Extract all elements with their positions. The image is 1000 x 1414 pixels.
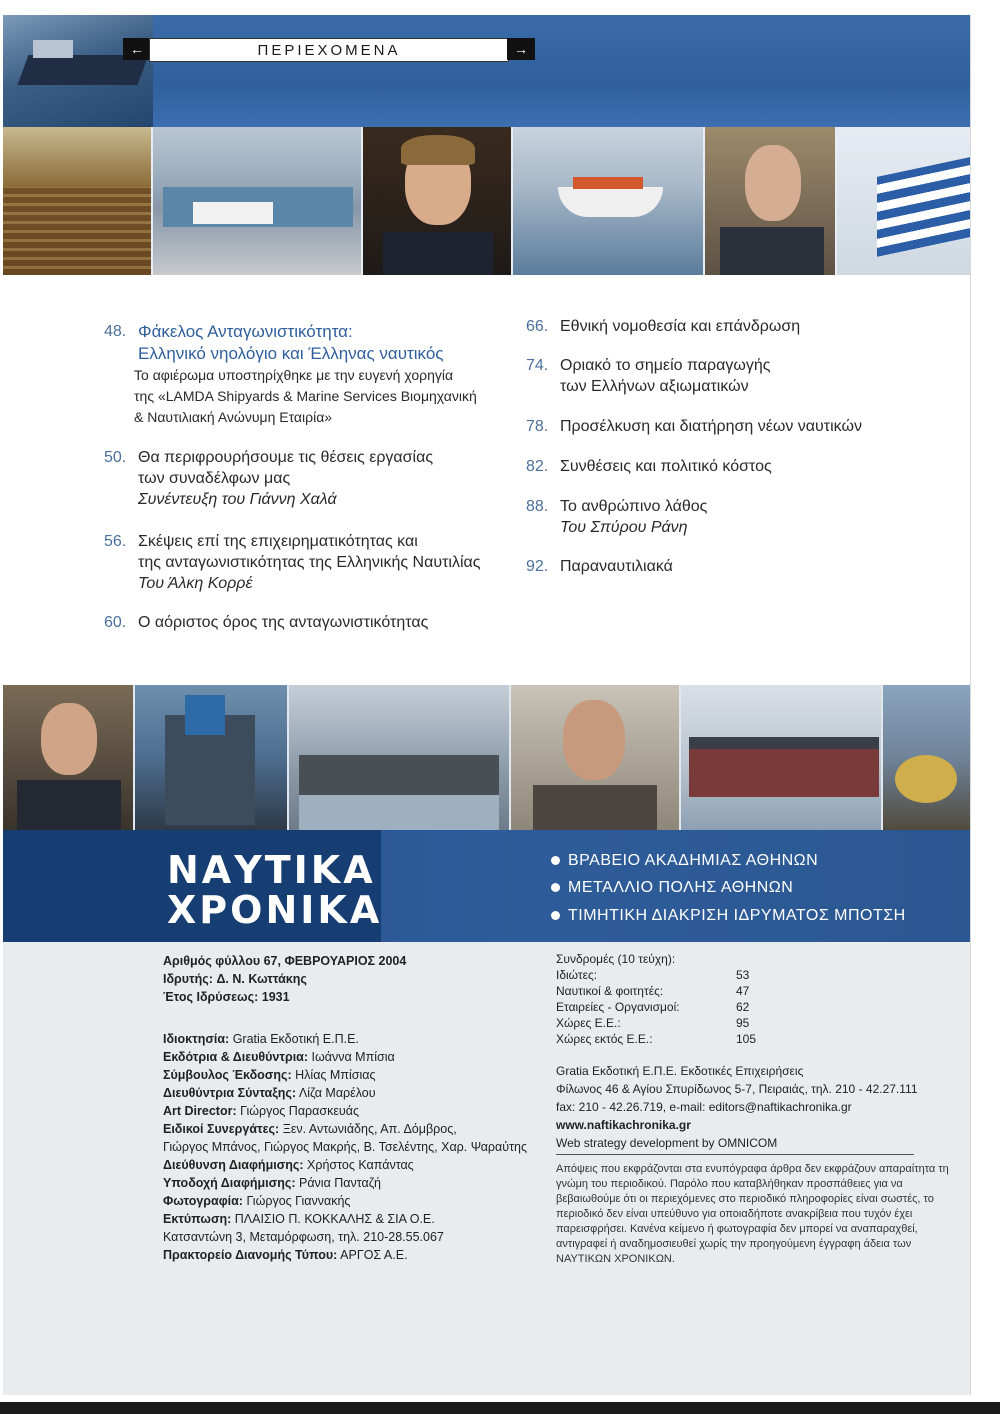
subscription-label: Χώρες Ε.Ε.: xyxy=(556,1016,621,1030)
logo-line-2: ΧΡΟΝΙΚΑ xyxy=(167,888,383,932)
toc-title-line: Ελληνικό νηολόγιο και Έλληνας ναυτικός xyxy=(138,344,444,363)
masthead-value: Ιωάννα Μπίσια xyxy=(311,1050,395,1064)
founder xyxy=(163,970,307,988)
portrait-man-3 xyxy=(3,685,133,830)
award-item xyxy=(551,907,906,925)
toc-title-line: Ο αόριστος όρος της ανταγωνιστικότητας xyxy=(138,614,429,631)
bullet-icon xyxy=(551,856,560,865)
page-title: ΠΕΡΙΕΧΟΜΕΝΑ xyxy=(257,42,401,59)
masthead-row xyxy=(163,1048,395,1066)
masthead-label: Ιδιοκτησία: xyxy=(163,1032,230,1046)
disclaimer-line: βεβαιωθούμε ότι οι περιεχόμενες στο περιοδικό πληροφορίες είναι σωστές, το xyxy=(556,1193,934,1205)
subscription-row xyxy=(556,1016,750,1030)
masthead-value: Χρήστος Καπάντας xyxy=(307,1158,414,1172)
lifeboat-photo xyxy=(513,127,703,275)
logo xyxy=(3,830,381,942)
toc-page-number: 56. xyxy=(104,533,127,550)
page-bottom-edge xyxy=(0,1402,1000,1414)
toc-page-number: 88. xyxy=(526,498,549,515)
toc-author: Του Άλκη Κορρέ xyxy=(138,575,253,592)
masthead-label: Art Director: xyxy=(163,1104,237,1118)
masthead-label: Φωτογραφία: xyxy=(163,1194,243,1208)
masthead-row xyxy=(163,1192,350,1210)
subscription-price: 105 xyxy=(736,1032,757,1046)
toc-title-line: Εθνική νομοθεσία και επάνδρωση xyxy=(560,318,801,335)
tugboat-photo xyxy=(135,685,287,830)
subscription-price: 53 xyxy=(736,968,750,982)
disclaimer-line: παρεισφρήσει. Κανένα κείμενο ή φωτογραφία δεν μπορεί να αναπαραχθεί, xyxy=(556,1223,918,1235)
subscription-row xyxy=(556,984,750,998)
masthead-value: Κατσαντώνη 3, Μεταμόρφωση, τηλ. 210-28.55.067 xyxy=(163,1230,444,1244)
masthead-row xyxy=(163,1228,444,1246)
founder-value: Δ. Ν. Κωττάκης xyxy=(216,972,307,986)
toc-header xyxy=(123,38,533,62)
subscription-row xyxy=(556,968,750,982)
masthead-value: Ράνια Πανταζή xyxy=(298,1176,382,1190)
masthead-row xyxy=(163,1102,359,1120)
subscription-row xyxy=(556,1000,750,1014)
toc-page-number: 74. xyxy=(526,357,549,374)
toc-page-number: 48. xyxy=(104,323,127,340)
toc-page-number: 82. xyxy=(526,458,549,475)
moored-ships-photo xyxy=(289,685,509,830)
masthead-value: ΠΛΑΙΣΙΟ Π. ΚΟΚΚΑΛΗΣ & ΣΙΑ Ο.Ε. xyxy=(234,1212,435,1226)
masthead-label: Εκδότρια & Διευθύντρια: xyxy=(163,1050,309,1064)
photo-strip-top xyxy=(3,127,970,275)
portrait-man-4 xyxy=(511,685,679,830)
masthead-row xyxy=(163,1246,408,1264)
toc-page-number: 50. xyxy=(104,449,127,466)
masthead-row xyxy=(163,1210,435,1228)
brand-banner xyxy=(3,830,970,942)
masthead-section xyxy=(3,942,970,1395)
masthead-value: Γιώργος Μπάνος, Γιώργος Μακρής, Β. Τσελέντης, Χαρ. Ψαραύτης xyxy=(163,1140,528,1154)
founding-year xyxy=(163,988,290,1006)
toc-title-bar xyxy=(149,38,509,62)
divider xyxy=(556,1154,914,1155)
toc-title-line: της ανταγωνιστικότητας της Ελληνικής Ναυτιλίας xyxy=(138,554,481,571)
masthead-value: Λίζα Μαρέλου xyxy=(298,1086,376,1100)
toc-title-line: Θα περιφρουρήσουμε τις θέσεις εργασίας xyxy=(138,449,434,466)
greek-flag-photo xyxy=(837,127,970,275)
subscription-row xyxy=(556,1032,757,1046)
header-band xyxy=(3,15,970,127)
subscription-label: Χώρες εκτός Ε.Ε.: xyxy=(556,1032,653,1046)
photo-strip-bottom xyxy=(3,685,970,830)
award-item xyxy=(551,879,793,897)
toc-page-number: 92. xyxy=(526,558,549,575)
masthead-row xyxy=(163,1120,457,1138)
disclaimer-line: ΝΑΥΤΙΚΩΝ ΧΡΟΝΙΚΩΝ. xyxy=(556,1253,675,1265)
bullet-icon xyxy=(551,911,560,920)
ship-photo-top xyxy=(3,15,153,127)
publisher-line: fax: 210 - 42.26.719, e-mail: editors@naftikachronika.gr xyxy=(556,1100,852,1114)
subscription-label: Ιδιώτες: xyxy=(556,968,598,982)
magazine-page xyxy=(3,15,971,1395)
bollard-photo xyxy=(883,685,970,830)
masthead-value: ΑΡΓΟΣ Α.Ε. xyxy=(340,1248,408,1262)
toc-title-line: Φάκελος Ανταγωνιστικότητα: xyxy=(138,322,353,341)
masthead-label: Ειδικοί Συνεργάτες: xyxy=(163,1122,280,1136)
disclaimer-line: αντιγραφεί ή αναδημοσιευθεί χωρίς την προηγούμενη έγγραφη άδεια των xyxy=(556,1238,912,1250)
disclaimer-line: περιοδικό δεν είναι υπεύθυνο για οποιαδήποτε ανακρίβεια που τυχόν έχει xyxy=(556,1208,913,1220)
year-label: Έτος Ιδρύσεως: xyxy=(163,990,259,1004)
toc-page-number: 78. xyxy=(526,418,549,435)
masthead-value: Γιώργος Γιαννακής xyxy=(246,1194,351,1208)
arrow-left-icon: ← xyxy=(123,38,151,60)
toc-title-line: Συνθέσεις και πολιτικό κόστος xyxy=(560,458,772,475)
subscription-label: Ναυτικοί & φοιτητές: xyxy=(556,984,664,998)
masthead-label: Υποδοχή Διαφήμισης: xyxy=(163,1176,296,1190)
masthead-label: Διευθύντρια Σύνταξης: xyxy=(163,1086,297,1100)
masthead-label: Σύμβουλος Έκδοσης: xyxy=(163,1068,292,1082)
masthead-label: Διεύθυνση Διαφήμισης: xyxy=(163,1158,304,1172)
toc-title-line: των Ελλήνων αξιωματικών xyxy=(560,378,749,395)
subscriptions-title: Συνδρομές (10 τεύχη): xyxy=(556,952,676,966)
masthead-row xyxy=(163,1174,381,1192)
toc-title-line: Οριακό το σημείο παραγωγής xyxy=(560,357,771,374)
toc-page-number: 60. xyxy=(104,614,127,631)
toc-desc-line: Το αφιέρωμα υποστηρίχθηκε με την ευγενή χορηγία xyxy=(134,367,454,383)
toc-page-number: 66. xyxy=(526,318,549,335)
masthead-value: Γιώργος Παρασκευάς xyxy=(240,1104,360,1118)
subscription-price: 47 xyxy=(736,984,750,998)
port-city-photo xyxy=(153,127,361,275)
tanker-photo xyxy=(681,685,881,830)
toc-desc-line: της «LAMDA Shipyards & Marine Services Βιομηχανική xyxy=(134,388,477,404)
toc-title-line: Παραναυτιλιακά xyxy=(560,558,673,575)
subscription-label: Εταιρείες - Οργανισμοί: xyxy=(556,1000,680,1014)
toc-desc-line: & Ναυτιλιακή Ανώνυμη Εταιρία» xyxy=(134,409,333,425)
toc-author: Του Σπύρου Ράνη xyxy=(560,519,688,536)
year-value: 1931 xyxy=(261,990,290,1004)
publisher-line: Gratia Εκδοτική Ε.Π.Ε. Εκδοτικές Επιχειρήσεις xyxy=(556,1064,804,1078)
issue-number: Αριθμός φύλλου 67, ΦΕΒΡΟΥΑΡΙΟΣ 2004 xyxy=(163,954,407,968)
masthead-value: Gratia Εκδοτική Ε.Π.Ε. xyxy=(232,1032,359,1046)
masthead-label: Εκτύπωση: xyxy=(163,1212,232,1226)
masthead-value: Ηλίας Μπίσιας xyxy=(295,1068,376,1082)
subscription-price: 62 xyxy=(736,1000,750,1014)
disclaimer-line: Απόψεις που εκφράζονται στα ενυπόγραφα άρθρα δεν εκφράζουν απαραίτητα τη xyxy=(556,1163,949,1175)
award-label: ΤΙΜΗΤΙΚΗ ΔΙΑΚΡΙΣΗ ΙΔΡΥΜΑΤΟΣ ΜΠΟΤΣΗ xyxy=(568,907,906,924)
arrow-right-icon: → xyxy=(507,38,535,60)
publisher-line: Φίλωνος 46 & Αγίου Σπυρίδωνος 5-7, Πειραιάς, τηλ. 210 - 42.27.111 xyxy=(556,1082,918,1096)
disclaimer-line: γνώμη του περιοδικού. Παρόλο που καταβλήθηκαν προσπάθειες για να xyxy=(556,1178,903,1190)
founder-label: Ιδρυτής: xyxy=(163,972,213,986)
toc-title-line: των συναδέλφων μας xyxy=(138,470,291,487)
toc-author: Συνέντευξη του Γιάννη Χαλά xyxy=(138,491,337,508)
masthead-row xyxy=(163,1084,376,1102)
masthead-value: Ξεν. Αντωνιάδης, Απ. Δόμβρος, xyxy=(282,1122,457,1136)
parliament-photo xyxy=(3,127,151,275)
portrait-man-2 xyxy=(705,127,835,275)
portrait-man-1 xyxy=(363,127,511,275)
bullet-icon xyxy=(551,883,560,892)
toc-title-line: Το ανθρώπινο λάθος xyxy=(560,498,708,515)
masthead-row xyxy=(163,1138,527,1156)
masthead-row xyxy=(163,1066,375,1084)
logo-line-1: ΝΑΥΤΙΚΑ xyxy=(167,848,376,892)
masthead-row xyxy=(163,1156,414,1174)
award-label: ΒΡΑΒΕΙΟ ΑΚΑΔΗΜΙΑΣ ΑΘΗΝΩΝ xyxy=(568,852,819,869)
website-link[interactable]: www.naftikachronika.gr xyxy=(556,1118,691,1132)
web-credit: Web strategy development by OMNICOM xyxy=(556,1136,778,1150)
subscription-price: 95 xyxy=(736,1016,750,1030)
award-item xyxy=(551,852,818,870)
masthead-row xyxy=(163,1030,359,1048)
masthead-label: Πρακτορείο Διανομής Τύπου: xyxy=(163,1248,338,1262)
toc-title-line: Σκέψεις επί της επιχειρηματικότητας και xyxy=(138,533,418,550)
award-label: ΜΕΤΑΛΛΙΟ ΠΟΛΗΣ ΑΘΗΝΩΝ xyxy=(568,879,794,896)
toc-title-line: Προσέλκυση και διατήρηση νέων ναυτικών xyxy=(560,418,862,435)
